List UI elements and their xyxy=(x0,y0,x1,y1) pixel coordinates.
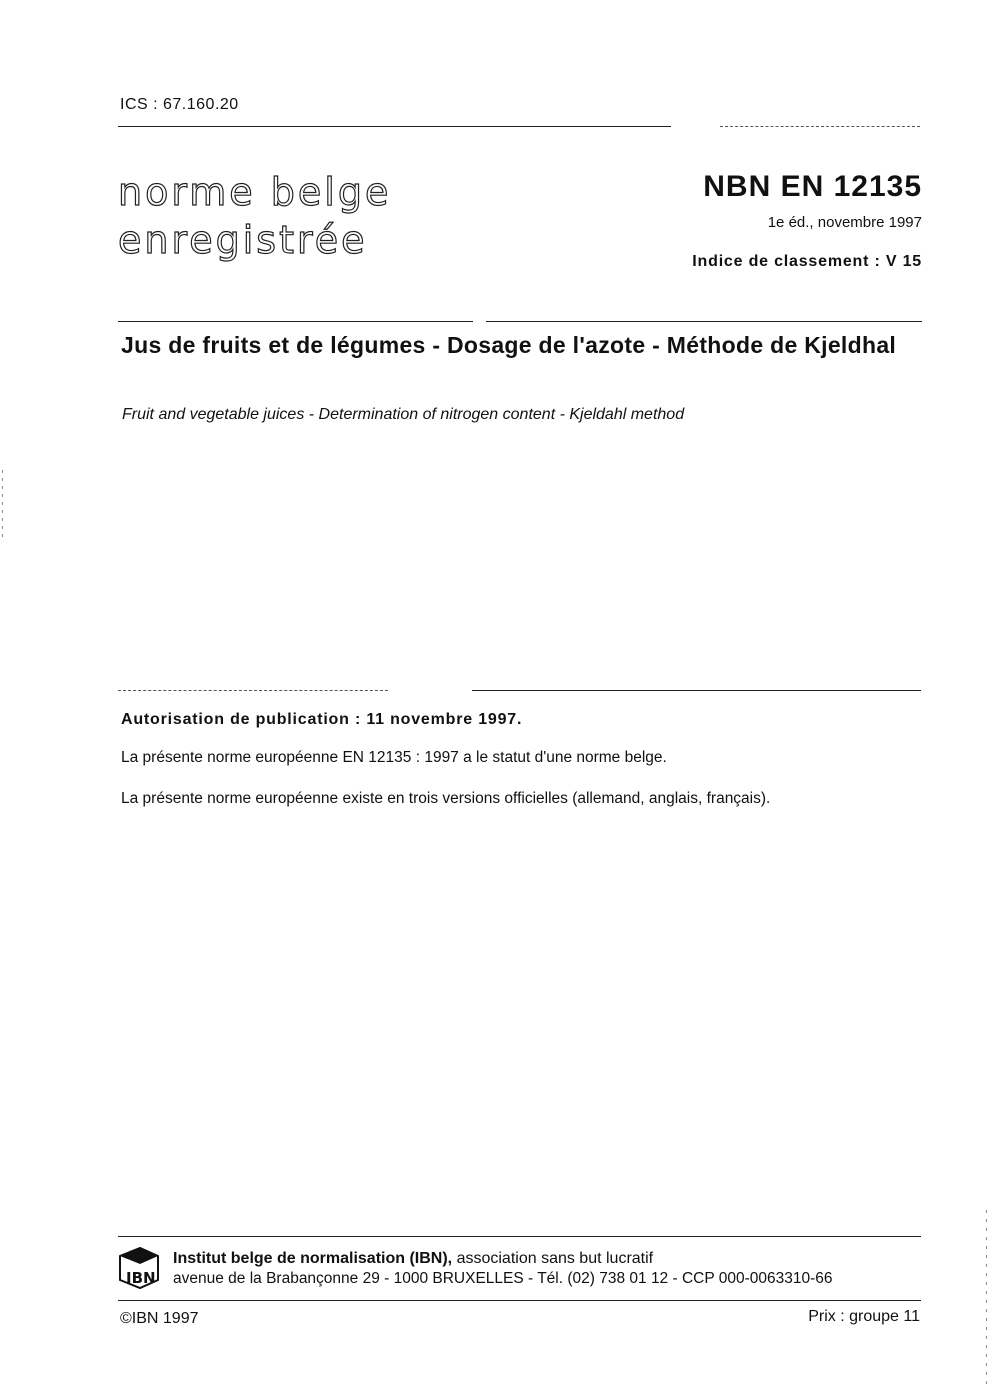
institute-top-rule xyxy=(118,1236,921,1237)
institute-descriptor: association sans but lucratif xyxy=(452,1250,654,1267)
scan-edge-mark-right xyxy=(986,1210,987,1390)
document-title-french: Jus de fruits et de légumes - Dosage de l'azote - Méthode de Kjeldhal xyxy=(121,332,897,358)
header-rule xyxy=(118,126,671,127)
institute-name-line xyxy=(173,1250,653,1268)
status-statement: La présente norme européenne EN 12135 : 1997 a le statut d'une norme belge. xyxy=(121,749,667,766)
publication-rule-left xyxy=(118,690,388,691)
scan-edge-mark-left xyxy=(2,470,3,540)
ics-code: ICS : 67.160.20 xyxy=(120,96,239,113)
title-rule-left xyxy=(118,321,473,322)
publication-rule-right xyxy=(472,690,921,691)
classification-index: Indice de classement : V 15 xyxy=(692,253,922,270)
brand-title-line2: enregistrée xyxy=(118,218,368,262)
institute-address: avenue de la Brabançonne 29 - 1000 BRUXELLES - Tél. (02) 738 01 12 - CCP 000-0063310-66 xyxy=(173,1270,833,1287)
copyright-notice: ©IBN 1997 xyxy=(120,1310,199,1327)
ibn-logo xyxy=(118,1246,160,1290)
brand-title-line1: norme belge xyxy=(118,170,392,214)
document-title-english: Fruit and vegetable juices - Determination of nitrogen content - Kjeldahl method xyxy=(122,406,685,423)
publication-authorisation: Autorisation de publication : 11 novembre 1997. xyxy=(121,711,523,728)
ibn-logo-text: IBN xyxy=(126,1269,156,1287)
institute-name: Institut belge de normalisation (IBN), xyxy=(173,1250,453,1267)
price-group: Prix : groupe 11 xyxy=(808,1308,920,1325)
footer-rule xyxy=(118,1300,921,1301)
title-rule-right xyxy=(486,321,922,322)
standard-number: NBN EN 12135 xyxy=(703,170,922,203)
header-rule-dashed xyxy=(720,126,920,127)
edition-date: 1e éd., novembre 1997 xyxy=(767,214,922,231)
versions-statement: La présente norme européenne existe en trois versions officielles (allemand, anglais, français). xyxy=(121,790,771,807)
